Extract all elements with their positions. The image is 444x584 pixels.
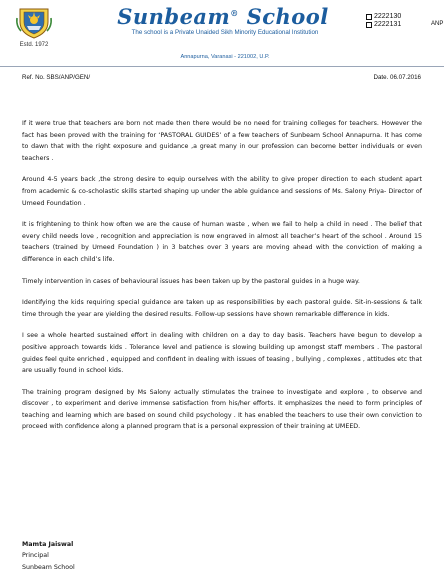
school-name-second: School xyxy=(246,4,329,29)
body-paragraph: Around 4-5 years back ,the strong desire to equip ourselves with the ability to give proper direction to each student apart from academic & co-scholastic skills started shaping up under the able guidance and sessions of Ms. Salony Priya- Director of Umeed Foundation . xyxy=(22,176,422,207)
body-paragraph: I see a whole hearted sustained effort in dealing with children on a day to day basis. Teachers have begun to develop a positive approach towards kids . Tolerance level and patience is slowing building up amongst staff members . The pastoral guides feel quite enriched , equipped and confident in dealing with issues of teasing , bullying , complexes , attitudes etc that are usually found in school kids. xyxy=(22,332,422,375)
registered-mark-icon: ® xyxy=(230,8,239,18)
body-paragraph: Identifying the kids requiring special guidance are taken up as responsibilities by each pastoral guide. Sit-in-sessions & talk time through the year are yielding the desired results. Follow-up sessions have shown remarkable difference in kids. xyxy=(22,299,422,318)
signature-block xyxy=(22,539,75,573)
school-name xyxy=(108,4,338,29)
phone-line-1 xyxy=(366,13,401,21)
signatory-organization: Sunbeam School xyxy=(22,563,75,571)
body-paragraph: It is frightening to think how often we are the cause of human waste , when we fail to help a child in need . The belief that every child needs love , recognition and appreciation is now engraved in almost all teacher’s heart of the school . Around 15 teachers (trained by Umeed Foundation ) in 3 batches over 3 years are moving ahead with the conviction of making a difference in each child’s life. xyxy=(22,221,422,263)
phone-number-2: 2222131 xyxy=(374,21,402,28)
body-paragraph: Timely intervention in cases of behavioural issues has been taken up by the pastoral guides in a huge way. xyxy=(22,277,360,285)
school-crest-icon xyxy=(14,6,54,40)
phone-icon xyxy=(366,22,372,28)
phone-numbers xyxy=(366,13,401,29)
reference-number: Ref. No. SBS/ANP/GEN/ xyxy=(22,74,91,81)
school-address: Annapurna, Varanasi - 221002, U.P. xyxy=(180,54,270,60)
school-tagline: The school is a Private Unaided Sikh Minority Educational Institution xyxy=(131,29,319,36)
signatory-title: Principal xyxy=(22,552,49,560)
phone-icon xyxy=(366,14,372,20)
school-name-first: Sunbeam xyxy=(117,4,231,29)
letterhead xyxy=(0,0,444,82)
phone-line-2 xyxy=(366,21,401,29)
established-year: Estd. 1972 xyxy=(19,42,49,48)
phone-number-1: 2222130 xyxy=(374,13,402,20)
signatory-name: Mamta Jaiswal xyxy=(22,541,74,548)
body-paragraph: If it were true that teachers are born not made then there would be no need for training colleges for teachers. However the fact has been proved with the training for ‘PASTORAL GUIDES’ of a few teachers of Sunbeam School Annapurna. It has come to dawn that with the right exposure and guidance ,a great many in our profession can become better individuals or even teachers . xyxy=(22,120,422,162)
header-divider xyxy=(0,66,444,67)
body-paragraph: The training program designed by Ms Salony actually stimulates the trainee to investigate and explore , to observe and discover , to experiment and derive immense satisfaction from his/her efforts. It emphasizes the need to form principles of teaching and learning which are based on sound child psychology . It has enabled the teachers to use their own conviction to proceed with confidence along a planned program that is a personal expression of their training at UMEED. xyxy=(22,388,422,431)
letter-body xyxy=(22,118,422,443)
letter-date: Date. 06.07.2016 xyxy=(373,74,421,81)
branch-code: ANP xyxy=(431,21,444,27)
